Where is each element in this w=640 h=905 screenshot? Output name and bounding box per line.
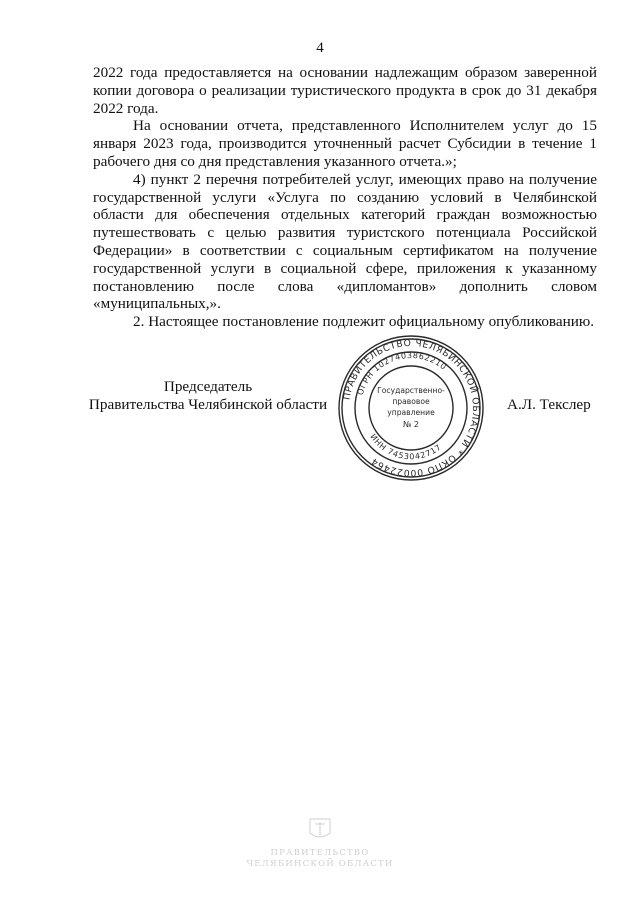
page-number: 4 [316,40,324,56]
signer-title [88,378,328,414]
seal-outer-text: ПРАВИТЕЛЬСТВО ЧЕЛЯБИНСКОЙ ОБЛАСТИ * ОКПО 00022464 [341,337,482,479]
signer-name: А.Л. Текслер [507,396,591,413]
watermark-line1: ПРАВИТЕЛЬСТВО [270,848,370,858]
seal-ogrn-text: ОГРН 1027403862210 [355,350,449,397]
seal-center-line3: управление [387,408,435,417]
seal-center-line4: № 2 [403,420,419,429]
seal-center-line1: Государственно- [377,386,445,395]
paragraph-item-4: 4) пункт 2 перечня потребителей услуг, имеющих право на получение государственной услуги «Услуга по созданию условий в Челябинской области для обеспечения отдельных категорий граждан возможностью путешествовать с целью развития туристского потенциала Российской Федерации» в соответствии с социальным сертификатом на получение государственной услуги в социальной сфере, приложения к указанному постановлению после слова «дипломантов» дополнить словом «муниципальных,». [93,170,597,313]
government-watermark [220,815,420,875]
seal-inn-text: ИНН 7453042717 [368,432,444,462]
official-seal [336,333,486,483]
paragraph-report: На основании отчета, представленного Исполнителем услуг до 15 января 2023 года, производится уточненный расчет Субсидии в течение 1 рабочего дня со дня представления указанного отчета.»; [93,117,597,170]
seal-center-line2: правовое [392,397,430,406]
paragraph-publication: 2. Настоящее постановление подлежит официальному опубликованию. [133,313,595,331]
signer-title-line2: Правительства Челябинской области [88,396,328,413]
paragraph-continuation: 2022 года предоставляется на основании надлежащим образом заверенной копии договора о реализации туристического продукта в срок до 31 декабря 2022 года. [93,64,597,117]
signer-title-line1: Председатель [163,378,253,395]
watermark-line2: ЧЕЛЯБИНСКОЙ ОБЛАСТИ [246,859,394,869]
